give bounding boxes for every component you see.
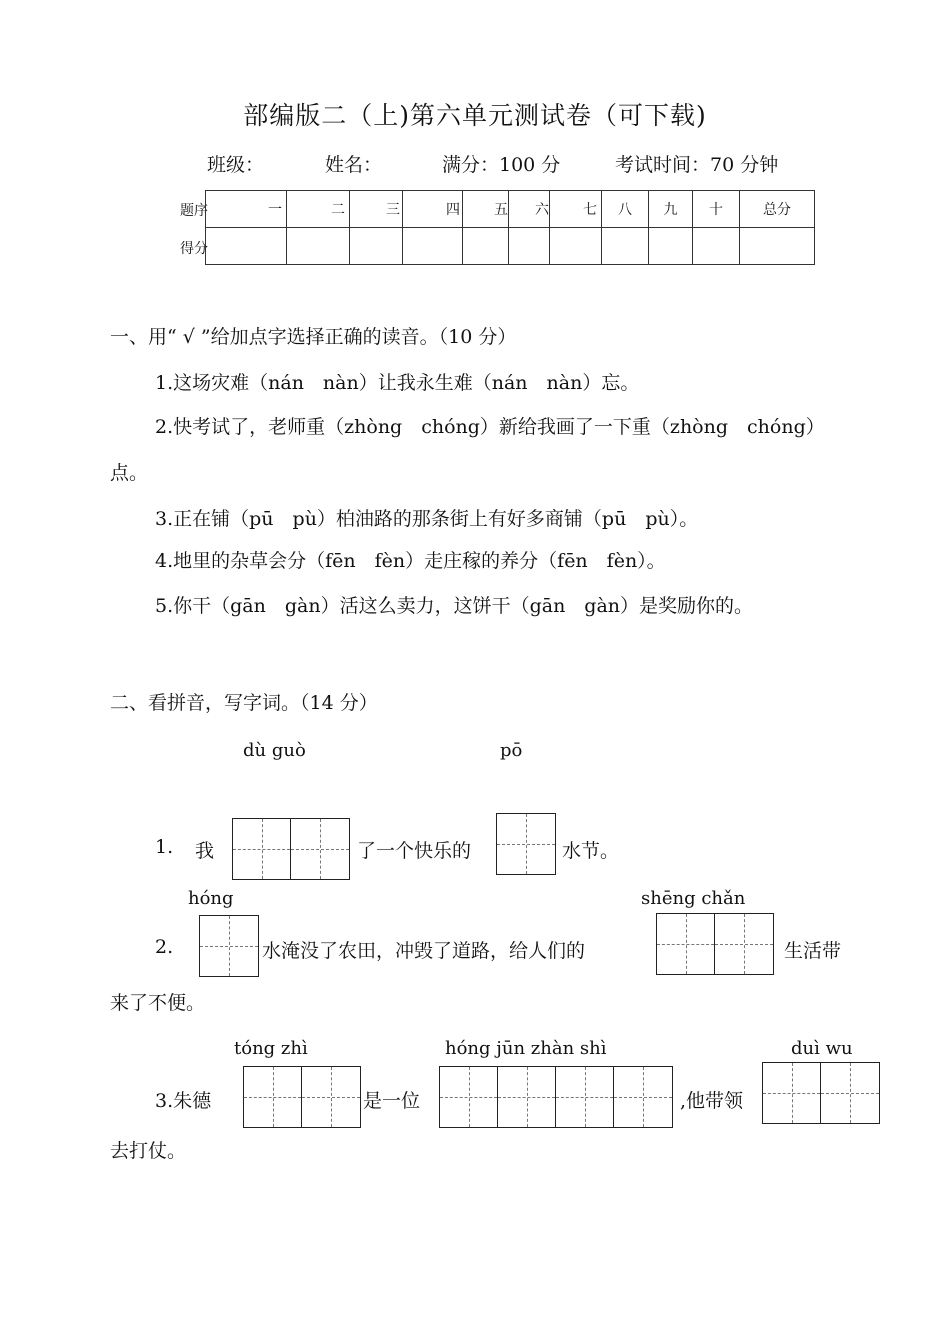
section1-q2-line2: 点。	[110, 462, 149, 484]
score-table-row2-label: 得分	[180, 241, 208, 257]
q1-text-2: 了一个快乐的	[357, 840, 472, 862]
q3-line2: 去打仗。	[110, 1140, 187, 1162]
q1-pinyin-duguo: dù guò	[243, 740, 306, 761]
writing-cell[interactable]	[497, 814, 555, 874]
exam-time: 考试时间：70 分钟	[615, 154, 779, 176]
q2-pinyin-shengchan: shēng chǎn	[641, 888, 746, 909]
name-label: 姓名：	[325, 154, 383, 176]
score-cell[interactable]	[206, 228, 287, 265]
writing-cell[interactable]	[244, 1067, 302, 1127]
header-9: 九	[649, 191, 693, 228]
score-cell[interactable]	[550, 228, 602, 265]
q3-text-1: 3.朱德	[155, 1090, 212, 1112]
section1-q2-line1: 2.快考试了，老师重（zhòng chóng）新给我画了一下重（zhòng chóng）	[155, 416, 825, 438]
score-cell[interactable]	[463, 228, 509, 265]
writing-cell[interactable]	[200, 916, 258, 976]
writing-cell[interactable]	[657, 914, 715, 974]
section1-q5: 5.你干（gān gàn）活这么卖力，这饼干（gān gàn）是奖励你的。	[155, 595, 754, 617]
header-2: 二	[287, 191, 350, 228]
q3-text-3: ,他带领	[680, 1090, 744, 1112]
writing-cell[interactable]	[556, 1067, 614, 1127]
q2-pinyin-hong: hóng	[188, 888, 234, 909]
score-cell[interactable]	[509, 228, 550, 265]
writing-cell[interactable]	[821, 1063, 879, 1123]
q2-answer-grid-shengchan[interactable]	[656, 913, 774, 975]
writing-cell[interactable]	[440, 1067, 498, 1127]
section2-heading: 二、看拼音，写字词。（14 分）	[110, 692, 378, 714]
q3-pinyin-duiwu: duì wu	[791, 1038, 853, 1059]
header-5: 五	[463, 191, 509, 228]
header-10: 十	[693, 191, 740, 228]
header-1: 一	[206, 191, 287, 228]
q3-answer-grid-duiwu[interactable]	[762, 1062, 880, 1124]
score-cell[interactable]	[693, 228, 740, 265]
score-cell[interactable]	[740, 228, 815, 265]
section1-q1: 1.这场灾难（nán nàn）让我永生难（nán nàn）忘。	[155, 372, 640, 394]
q1-pinyin-po: pō	[500, 740, 523, 761]
q3-answer-grid-hongjunzhanshi[interactable]	[439, 1066, 673, 1128]
score-cell[interactable]	[350, 228, 403, 265]
q3-pinyin-tongzhi: tóng zhì	[234, 1038, 308, 1059]
header-4: 四	[403, 191, 463, 228]
header-3: 三	[350, 191, 403, 228]
page-title: 部编版二（上)第六单元测试卷（可下载)	[243, 101, 707, 130]
score-cell[interactable]	[602, 228, 649, 265]
header-7: 七	[550, 191, 602, 228]
q2-number: 2.	[155, 936, 174, 958]
score-cell[interactable]	[287, 228, 350, 265]
writing-cell[interactable]	[763, 1063, 821, 1123]
header-8: 八	[602, 191, 649, 228]
writing-cell[interactable]	[302, 1067, 360, 1127]
writing-cell[interactable]	[233, 819, 291, 879]
q1-number: 1.	[155, 836, 174, 858]
q2-text-1: 水淹没了农田，冲毁了道路，给人们的	[262, 940, 586, 962]
q2-text-2: 生活带	[784, 940, 842, 962]
q1-answer-grid-po[interactable]	[496, 813, 556, 875]
section1-q3: 3.正在铺（pū pù）柏油路的那条街上有好多商铺（pū pù）。	[155, 508, 699, 530]
writing-cell[interactable]	[498, 1067, 556, 1127]
q2-line2: 来了不便。	[110, 992, 206, 1014]
score-table-header-row	[206, 191, 815, 228]
score-table	[205, 190, 815, 265]
section1-heading: 一、用“ √ ”给加点字选择正确的读音。（10 分）	[110, 326, 517, 348]
q1-text-1: 我	[195, 840, 215, 862]
full-score: 满分：100 分	[442, 154, 561, 176]
header-total: 总分	[740, 191, 815, 228]
writing-cell[interactable]	[614, 1067, 672, 1127]
q2-answer-grid-hong[interactable]	[199, 915, 259, 977]
q3-answer-grid-tongzhi[interactable]	[243, 1066, 361, 1128]
class-label: 班级：	[207, 154, 265, 176]
score-cell[interactable]	[649, 228, 693, 265]
score-table-score-row	[206, 228, 815, 265]
score-table-row1-label: 题序	[180, 203, 208, 219]
q3-pinyin-hongjunzhanshi: hóng jūn zhàn shì	[445, 1038, 607, 1059]
score-cell[interactable]	[403, 228, 463, 265]
writing-cell[interactable]	[291, 819, 349, 879]
q1-answer-grid-duguo[interactable]	[232, 818, 350, 880]
section1-q4: 4.地里的杂草会分（fēn fèn）走庄稼的养分（fēn fèn）。	[155, 550, 666, 572]
q3-text-2: 是一位	[363, 1090, 421, 1112]
header-6: 六	[509, 191, 550, 228]
q1-text-3: 水节。	[562, 840, 620, 862]
writing-cell[interactable]	[715, 914, 773, 974]
